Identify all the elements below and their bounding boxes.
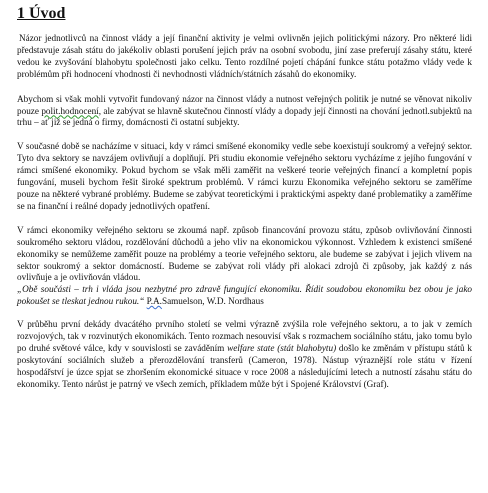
section-heading: 1 Úvod (17, 5, 66, 22)
quote-block (17, 284, 472, 308)
paragraph-2 (17, 94, 472, 130)
paragraph-6 (17, 319, 472, 390)
paragraph-1: Názor jednotlivců na činnost vlády a její finanční aktivity je velmi ovlivněn jejich politickými názory. Pro některé lidi představuje zásah státu do jakékoliv oblasti porušení jejich práv na osobní svobodu, jiní zase preferují zásahy státu, které vedou ke zvyšování blahobytu společnosti jako celku. Tento rozdílné pojetí chápání funkce státu potažmo vlády vede k problémům při hodnocení vhodnosti či nevhodnosti vládních/státních zásahů do ekonomiky. (17, 33, 472, 79)
quote-text: „Obě součásti – trh i vláda jsou nezbytné pro zdravě fungující ekonomiku. Řídit soudobou ekonomiku bez obou je jako pokoušet se tleskat jednou rukou.“ (17, 284, 472, 307)
paragraph-2-text-b: , ale zabývat se hlavně skutečnou činností vlády a dopady její činnosti na chování jednotl.subjektů na trhu – ať již se jedná o firmy, domácnosti či ostatní subjekty. (17, 105, 472, 128)
paragraph-2-text-a: Abychom si však mohli vytvořit fundovaný názor na činnost vlády a nutnost veřejných politik je nutné se věnovat nikoliv pouze (17, 93, 472, 116)
paragraph-3: V současné době se nacházíme v situaci, kdy v rámci smíšené ekonomiky vedle sebe koexistují soukromý a veřejný sektor. Tyto dva sektory se navzájem ovlivňují a doplňují. Při studiu ekonomie veřejného sektoru vycházíme z jejího fungování v rámci smíšené ekonomiky. Pokud bychom se však měli zaměřit na veškeré teorie veřejných financí a kompletní popis fungování, museli bychom řešit široké spektrum problémů. V rámci kurzu Ekonomika veřejného sektoru se zaměříme pouze na některé vybrané problémy. Budeme se zabývat teoretickými i praktickými aspekty dané problematiky a zaměříme se na finanční i reálné dopady jednotlivých opatření. (17, 141, 472, 211)
paragraph-4: V rámci ekonomiky veřejného sektoru se zkoumá např. způsob financování provozu státu, způsob ovlivňování činnosti soukromého sektoru vládou, rozdělování důchodů a jeho vliv na ekonomickou výkonnost. Vzhledem k existenci smíšené ekonomiky se nemůžeme zaměřit pouze na problémy a teorie veřejného sektoru, ale budeme se zabývat i jejich vlivem na sektor soukromý a sektor domácností. Budeme se zabývat roli vlády při alokaci zdrojů či způsoby, jak každý z nás ovlivňuje a je ovlivňován vládou. (17, 224, 472, 283)
paragraph-6-text-a: V průběhu první dekády dvacátého prvního století se velmi výrazně zvýšila role veřejného sektoru, a to jak v zemích rozvojových, tak v rozvinutých ekonomikách. Tento rozmach nesouvisí však s rozmachem sociálního státu, jako tomu bylo po druhé světové válce, kdy v souvislosti se zaváděním (17, 319, 472, 353)
quote-author-name: Samuelson, W.D. Nordhaus (161, 296, 264, 307)
paragraph-6-italic-term: welfare state (stát blahobytu) (227, 342, 337, 353)
paragraph-2-marked-text: polit.hodnocení (41, 105, 99, 116)
paragraph-6-text-b: došlo ke změnám v přístupu států k poskytování sociálních služeb a přerozdělování transferů (Cameron, 1978). Nástup výraznější role státu v řízení hospodářství je úzce spjat se zhoršením ekonomické situace v roce 2008 a následujícími letech a nutností zásahu státu do ekonomiky. Tento nárůst je patrný ve všech zemích, příkladem může být i Spojené Království (Graf). (17, 342, 472, 389)
quote-author-initials: P.A. (146, 296, 162, 307)
